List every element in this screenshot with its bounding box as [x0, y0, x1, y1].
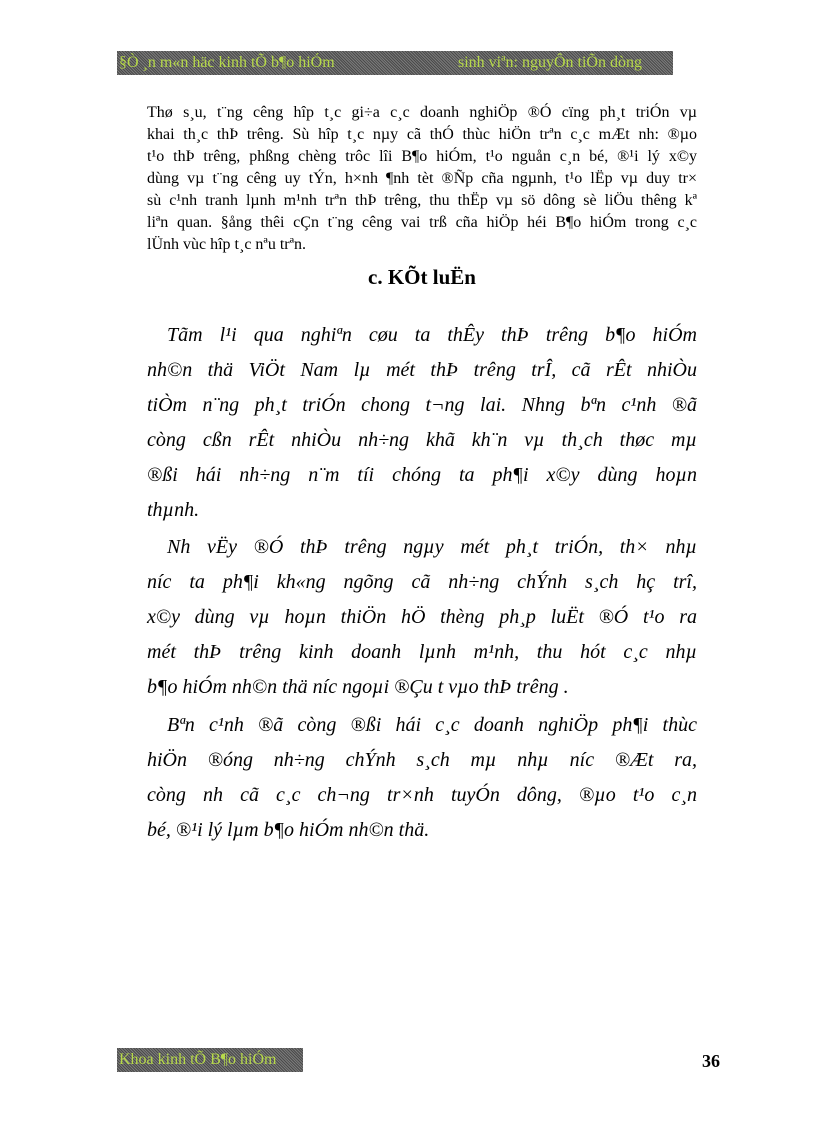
conclusion-line: Tãm l¹i qua nghiªn cøu ta thÊy thÞ trêng b¶o hiÓm — [167, 324, 697, 346]
conclusion-line: nh©n thä ViÖt Nam lµ mét thÞ trêng trÎ, cã rÊt nhiÒu — [147, 359, 697, 381]
conclusion-line: b¶o hiÓm nh©n thä níc ngoµi ®Çu t vµo thÞ trêng . — [147, 676, 569, 698]
header-course-title: §Ò ¸n m«n häc kinh tÕ b¶o hiÓm — [119, 54, 335, 71]
page-header-banner — [117, 51, 673, 75]
section-heading: c. KÕt luËn — [368, 265, 476, 289]
intro-line: khai th¸c thÞ trêng. Sù hîp t¸c nµy cã thÓ thùc hiÖn trªn c¸c mÆt nh: ®µo — [147, 126, 697, 143]
page-footer-banner — [117, 1048, 303, 1072]
conclusion-line: hiÖn ®óng nh÷ng chÝnh s¸ch mµ nhµ níc ®Æt ra, — [147, 749, 697, 771]
intro-line: liªn quan. §ång thêi cÇn t¨ng cêng vai trß cña hiÖp héi B¶o hiÓm trong c¸c — [147, 214, 697, 231]
page-number: 36 — [702, 1051, 720, 1071]
intro-line: lÜnh vùc hîp t¸c nªu trªn. — [147, 236, 307, 253]
intro-line: dùng vµ t¨ng cêng uy tÝn, h×nh ¶nh tèt ®Ñp cña ngµnh, t¹o lËp vµ duy tr× — [147, 170, 697, 187]
conclusion-line: còng cßn rÊt nhiÒu nh÷ng khã kh¨n vµ th¸ch thøc mµ — [147, 429, 697, 451]
conclusion-line: tiÒm n¨ng ph¸t triÓn chong t¬ng lai. Nhng bªn c¹nh ®ã — [147, 394, 697, 416]
intro-line: t¹o thÞ trêng, phßng chèng trôc lîi B¶o hiÓm, t¹o nguån c¸n bé, ®¹i lý x©y — [147, 148, 697, 165]
header-student-name: sinh viªn: nguyÔn tiÕn dòng — [458, 54, 642, 71]
conclusion-line: mét thÞ trêng kinh doanh lµnh m¹nh, thu hót c¸c nhµ — [147, 641, 697, 663]
conclusion-paragraph-2 — [147, 530, 697, 705]
intro-paragraph — [147, 102, 697, 256]
conclusion-line: thµnh. — [147, 499, 200, 521]
conclusion-line: ®ßi hái nh÷ng n¨m tíi chóng ta ph¶i x©y dùng hoµn — [147, 464, 697, 486]
intro-line: sù c¹nh tranh lµnh m¹nh trªn thÞ trêng, thu thËp vµ sö dông sè liÖu thêng kª — [147, 192, 697, 209]
conclusion-paragraph-3 — [147, 708, 697, 848]
conclusion-line: bé, ®¹i lý lµm b¶o hiÓm nh©n thä. — [147, 819, 430, 841]
footer-faculty-name: Khoa kinh tÕ B¶o hiÓm — [119, 1051, 277, 1068]
conclusion-line: còng nh cã c¸c ch¬ng tr×nh tuyÓn dông, ®µo t¹o c¸n — [147, 784, 697, 806]
conclusion-line: Nh vËy ®Ó thÞ trêng ngµy mét ph¸t triÓn, th× nhµ — [167, 536, 697, 558]
conclusion-paragraph-1 — [147, 318, 697, 528]
conclusion-line: Bªn c¹nh ®ã còng ®ßi hái c¸c doanh nghiÖp ph¶i thùc — [167, 714, 697, 736]
conclusion-line: x©y dùng vµ hoµn thiÖn hÖ thèng ph¸p luËt ®Ó t¹o ra — [147, 606, 697, 628]
conclusion-line: níc ta ph¶i kh«ng ngõng cã nh÷ng chÝnh s¸ch hç trî, — [147, 571, 697, 593]
intro-line: Thø s¸u, t¨ng cêng hîp t¸c gi÷a c¸c doanh nghiÖp ®Ó cïng ph¸t triÓn vµ — [147, 104, 697, 121]
